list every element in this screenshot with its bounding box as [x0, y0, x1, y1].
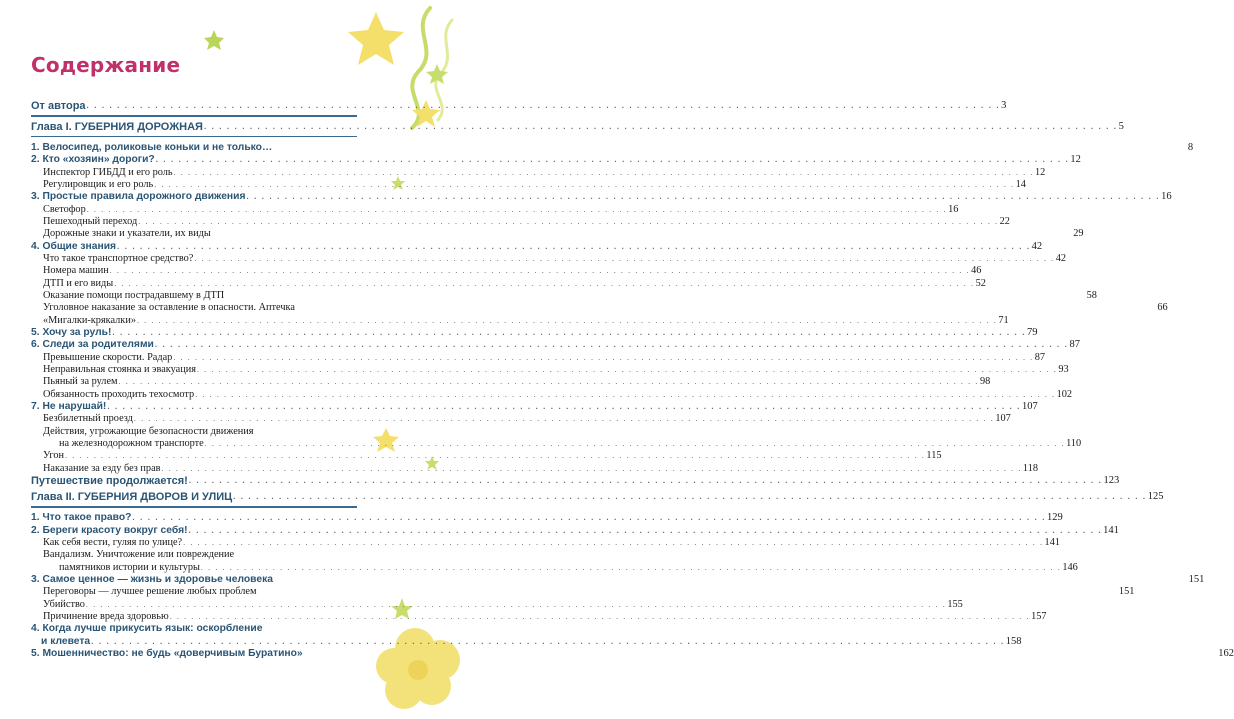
- toc-entry[interactable]: [31, 376, 991, 388]
- dot-leader: . . . . . . . . . . . . . . . . . . . . . . . . . . . . . . . . . . . . . . . . . . . . . . . . . . . . . . . . . . . . . . . . . . . . . . . . . . . . . . . . . . . . . . . . . . . . . . . . . . . . . . . . . . . . . . . . . . . . . . . .: [188, 476, 1103, 486]
- table-of-contents: [31, 100, 1234, 660]
- toc-entry-title: Глава II. ГУБЕРНИЯ ДВОРОВ И УЛИЦ: [31, 491, 233, 504]
- toc-entry-title: Дорожные знаки и указатели, их виды: [43, 228, 211, 240]
- toc-entry[interactable]: [31, 326, 1038, 339]
- toc-page-number: 16: [948, 203, 959, 215]
- toc-page-number: 93: [1058, 364, 1069, 375]
- toc-page-number: 158: [1005, 635, 1022, 647]
- toc-entry[interactable]: [31, 351, 1046, 363]
- toc-entry[interactable]: [31, 191, 1172, 203]
- dot-leader: . . . . . . . . . . . . . . . . . . . . . . . . . . . . . . . . . . . . . . . . . . . . . . . . . . . . . . . . . . . . . . . . . . . . . . . . . . . . . . . . . . . . . . . . . . . . . . . . . . . . . . . . . . . . . . . . . . . . . . . .: [91, 636, 1005, 646]
- toc-entry-title: Светофор: [43, 203, 86, 215]
- toc-entry[interactable]: [31, 277, 986, 289]
- dot-leader: . . . . . . . . . . . . . . . . . . . . . . . . . . . . . . . . . . . . . . . . . . . . . . . . . . . . . . . . . . . . . . . . . . . . . . . . . . . . . . . . . . . . . . . . . . . . . . . . . . . . . . . . . . . . . . . . . . . . . . . .: [196, 365, 1058, 374]
- toc-page-number: 162: [1218, 647, 1234, 659]
- toc-entry-title: Безбилетный проезд: [43, 413, 133, 425]
- dot-leader: . . . . . . . . . . . . . . . . . . . . . . . . . . . . . . . . . . . . . . . . . . . . . . . . . . . . . . . . . . . . . . . . . . . . . . . . . . . . . . . . . . . . . . . . . . . . . . . . . . . . . . . . . . . . . . . . . . . . . . . .: [169, 611, 1031, 621]
- toc-page-number: 42: [1055, 252, 1067, 264]
- dot-leader: . . . . . . . . . . . . . . . . . . . . . . . . . . . . . . . . . . . . . . . . . . . . . . . . . . . . . . . . . . . . . . . . . . . . . . . . . . . . . . . . . . . . . . . . . . . . . . . . . . . . . . . . . . . . . . . . . . . . . . . .: [114, 278, 975, 288]
- toc-entry[interactable]: [31, 491, 1164, 504]
- toc-entry[interactable]: [31, 302, 1168, 314]
- toc-entry-title: Неправильная стоянка и эвакуация: [43, 364, 196, 375]
- toc-entry[interactable]: [31, 536, 1060, 549]
- section-divider: [31, 115, 357, 116]
- toc-entry-title: 6. Следи за родителями: [31, 339, 154, 351]
- dot-leader: . . . . . . . . . . . . . . . . . . . . . . . . . . . . . . . . . . . . . . . . . . . . . . . . . . . . . . . . . . . . . . . . . . . . . . . . . . . . . . . . . . . . . . . . . . . . . . . . . . . . . . . . . . . . . . . . . . . . . . . .: [233, 492, 1147, 502]
- toc-entry-title: Угон: [43, 450, 65, 462]
- toc-entry-title: памятников истории и культуры: [59, 561, 200, 573]
- toc-entry[interactable]: [31, 598, 963, 610]
- toc-entry[interactable]: [31, 289, 1097, 302]
- toc-entry[interactable]: [31, 252, 1067, 265]
- dot-leader: . . . . . . . . . . . . . . . . . . . . . . . . . . . . . . . . . . . . . . . . . . . . . . . . . . . . . . . . . . . . . . . . . . . . . . . . . . . . . . . . . . . . . . . . . . . . . . . . . . . . . . . . . . . . . . . . . . . . . . . .: [194, 253, 1055, 263]
- toc-entry-title: Оказание помощи пострадавшему в ДТП: [43, 289, 225, 301]
- toc-page-number: 98: [979, 376, 991, 388]
- toc-entry[interactable]: [31, 166, 1046, 178]
- toc-page-number: 12: [1034, 166, 1046, 178]
- dot-leader: . . . . . . . . . . . . . . . . . . . . . . . . . . . . . . . . . . . . . . . . . . . . . . . . . . . . . . . . . . . . . . . . . . . . . . . . . . . . . . . . . . . . . . . . . . . . . . . . . . . . . . . . . . . . . . . . . . . . . . . .: [118, 377, 979, 387]
- toc-entry[interactable]: [31, 413, 1011, 425]
- dot-leader: . . . . . . . . . . . . . . . . . . . . . . . . . . . . . . . . . . . . . . . . . . . . . . . . . . . . . . . . . . . . . . . . . . . . . . . . . . . . . . . . . . . . . . . . . . . . . . . . . . . . . . . . . . . . . . . . . . . . . . . .: [65, 451, 926, 461]
- toc-entry[interactable]: [31, 265, 982, 277]
- toc-entry-title: Путешествие продолжается!: [31, 475, 188, 488]
- toc-page-number: 3: [1001, 100, 1007, 112]
- dot-leader: . . . . . . . . . . . . . . . . . . . . . . . . . . . . . . . . . . . . . . . . . . . . . . . . . . . . . . . . . . . . . . . . . . . . . . . . . . . . . . . . . . . . . . . . . . . . . . . . . . . . . . . . . . . . . . . . . . . . . . . .: [136, 315, 998, 325]
- toc-entry-title: Причинение вреда здоровью: [43, 610, 169, 622]
- toc-page-number: 22: [999, 215, 1010, 227]
- toc-entry[interactable]: [31, 561, 1078, 573]
- toc-page-number: 66: [1157, 302, 1168, 314]
- toc-entry-title: на железнодорожном транспорте: [59, 438, 204, 450]
- toc-entry[interactable]: [31, 573, 1205, 586]
- toc-entry-title: Превышение скорости. Радар: [43, 351, 173, 363]
- toc-entry-title: 7. Не нарушай!: [31, 401, 107, 413]
- toc-entry-title: Уголовное наказание за оставление в опасности. Аптечка: [43, 302, 295, 314]
- toc-page-number: 123: [1103, 475, 1120, 487]
- dot-leader: . . . . . . . . . . . . . . . . . . . . . . . . . . . . . . . . . . . . . . . . . . . . . . . . . . . . . . . . . . . . . . . . . . . . . . . . . . . . . . . . . . . . . . . . . . . . . . . . . . . . . . . . . . . . . . . . . . . . . . . .: [200, 562, 1062, 572]
- toc-entry-title: «Мигалки-крякалки»: [43, 314, 136, 326]
- section-divider: [31, 506, 357, 507]
- toc-page-number: 5: [1118, 121, 1124, 133]
- toc-entry-title: 3. Самое ценное — жизнь и здоровье человека: [31, 573, 273, 585]
- toc-entry[interactable]: [31, 401, 1038, 413]
- toc-page-number: 107: [995, 413, 1011, 425]
- toc-entry[interactable]: [31, 121, 1124, 134]
- dot-leader: . . . . . . . . . . . . . . . . . . . . . . . . . . . . . . . . . . . . . . . . . . . . . . . . . . . . . . . . . . . . . . . . . . . . . . . . . . . . . . . . . . . . . . . . . . . . . . . . . . . . . . . . . . . . . . . . . . . . . . . .: [133, 414, 995, 424]
- toc-entry[interactable]: [31, 240, 1043, 252]
- toc-entry[interactable]: [31, 635, 1022, 647]
- toc-entry-title: Как себя вести, гуляя по улице?: [43, 536, 183, 548]
- dot-leader: . . . . . . . . . . . . . . . . . . . . . . . . . . . . . . . . . . . . . . . . . . . . . . . . . . . . . . . . . . . . . . . . . . . . . . . . . . . . . . . . . . . . . . . . . . . . . . . . . . . . . . . . . . . . . . . . . . . . . . . .: [132, 513, 1047, 523]
- toc-entry[interactable]: [31, 228, 1084, 240]
- dot-leader: . . . . . . . . . . . . . . . . . . . . . . . . . . . . . . . . . . . . . . . . . . . . . . . . . . . . . . . . . . . . . . . . . . . . . . . . . . . . . . . . . . . . . . . . . . . . . . . . . . . . . . . . . . . . . . . . . . . . . . . .: [161, 463, 1022, 473]
- toc-page-number: 42: [1031, 240, 1043, 252]
- toc-entry-title: 1. Что такое право?: [31, 512, 132, 524]
- toc-entry-title: Убийство: [43, 598, 85, 610]
- dot-leader: . . . . . . . . . . . . . . . . . . . . . . . . . . . . . . . . . . . . . . . . . . . . . . . . . . . . . . . . . . . . . . . . . . . . . . . . . . . . . . . . . . . . . . . . . . . . . . . . . . . . . . . . . . . . . . . . . . . . . . . .: [173, 167, 1034, 177]
- star-icon: [204, 30, 224, 50]
- toc-page-number: 125: [1147, 491, 1164, 503]
- dot-leader: . . . . . . . . . . . . . . . . . . . . . . . . . . . . . . . . . . . . . . . . . . . . . . . . . . . . . . . . . . . . . . . . . . . . . . . . . . . . . . . . . . . . . . . . . . . . . . . . . . . . . . . . . . . . . . . . . . . . . . . .: [107, 402, 1021, 412]
- toc-page-number: 46: [971, 265, 982, 277]
- toc-entry-title: Регулировщик и его роль: [43, 178, 154, 190]
- toc-page-number: 87: [1034, 351, 1046, 363]
- toc-page-number: 118: [1022, 462, 1038, 474]
- toc-entry[interactable]: [31, 141, 1194, 153]
- toc-entry[interactable]: [31, 339, 1081, 351]
- toc-entry[interactable]: [31, 438, 1082, 450]
- dot-leader: . . . . . . . . . . . . . . . . . . . . . . . . . . . . . . . . . . . . . . . . . . . . . . . . . . . . . . . . . . . . . . . . . . . . . . . . . . . . . . . . . . . . . . . . . . . . . . . . . . . . . . . . . . . . . . . . . . . . . . . .: [204, 439, 1066, 449]
- toc-entry-title: 5. Мошенничество: не будь «доверчивым Буратино»: [31, 647, 303, 659]
- toc-entry-title: 1. Велосипед, роликовые коньки и не только…: [31, 141, 273, 153]
- toc-page-number: 16: [1161, 191, 1172, 203]
- toc-entry[interactable]: [31, 475, 1120, 488]
- toc-entry[interactable]: [31, 524, 1119, 536]
- toc-entry-title: 5. Хочу за руль!: [31, 326, 112, 338]
- toc-page-number: 87: [1069, 339, 1081, 351]
- dot-leader: . . . . . . . . . . . . . . . . . . . . . . . . . . . . . . . . . . . . . . . . . . . . . . . . . . . . . . . . . . . . . . . . . . . . . . . . . . . . . . . . . . . . . . . . . . . . . . . . . . . . . . . . . . . . . . . . . . . . . . . .: [246, 192, 1161, 202]
- dot-leader: . . . . . . . . . . . . . . . . . . . . . . . . . . . . . . . . . . . . . . . . . . . . . . . . . . . . . . . . . . . . . . . . . . . . . . . . . . . . . . . . . . . . . . . . . . . . . . . . . . . . . . . . . . . . . . . . . . . . . . . .: [155, 155, 1070, 165]
- toc-page-number: 8: [1187, 141, 1194, 153]
- toc-entry-title: 2. Береги красоту вокруг себя!: [31, 524, 188, 536]
- toc-entry-title: Переговоры — лучшее решение любых проблем: [43, 586, 257, 598]
- toc-page-number: 155: [947, 598, 963, 610]
- toc-entry[interactable]: [31, 647, 1234, 660]
- toc-page-number: 110: [1066, 438, 1082, 450]
- dot-leader: . . . . . . . . . . . . . . . . . . . . . . . . . . . . . . . . . . . . . . . . . . . . . . . . . . . . . . . . . . . . . . . . . . . . . . . . . . . . . . . . . . . . . . . . . . . . . . . . . . . . . . . . . . . . . . . . . . . . . . . .: [138, 216, 999, 226]
- toc-page-number: 129: [1047, 512, 1063, 524]
- star-icon: [348, 12, 404, 65]
- dot-leader: . . . . . . . . . . . . . . . . . . . . . . . . . . . . . . . . . . . . . . . . . . . . . . . . . . . . . . . . . . . . . . . . . . . . . . . . . . . . . . . . . . . . . . . . . . . . . . . . . . . . . . . . . . . . . . . . . . . . . . . .: [112, 327, 1027, 337]
- toc-entry[interactable]: [31, 364, 1069, 376]
- toc-entry-title: Обязанность проходить техосмотр: [43, 388, 195, 400]
- dot-leader: . . . . . . . . . . . . . . . . . . . . . . . . . . . . . . . . . . . . . . . . . . . . . . . . . . . . . . . . . . . . . . . . . . . . . . . . . . . . . . . . . . . . . . . . . . . . . . . . . . . . . . . . . . . . . . . . . . . . . . . .: [173, 352, 1034, 362]
- toc-page-number: 58: [1086, 289, 1097, 301]
- toc-page-number: 151: [1118, 586, 1135, 598]
- toc-entry-title: Пьяный за рулем: [43, 376, 118, 388]
- toc-page-number: 12: [1070, 154, 1081, 166]
- dot-leader: . . . . . . . . . . . . . . . . . . . . . . . . . . . . . . . . . . . . . . . . . . . . . . . . . . . . . . . . . . . . . . . . . . . . . . . . . . . . . . . . . . . . . . . . . . . . . . . . . . . . . . . . . . . . . . . . . . . . . . . .: [203, 122, 1118, 132]
- toc-entry-title: 3. Простые правила дорожного движения: [31, 191, 246, 203]
- toc-entry-title: Пешеходный переход: [43, 215, 138, 227]
- toc-page-number: 151: [1188, 573, 1205, 585]
- toc-entry[interactable]: [31, 425, 357, 437]
- toc-page-number: 52: [975, 277, 986, 289]
- toc-page-number: 107: [1022, 401, 1038, 413]
- toc-page-number: 157: [1031, 610, 1047, 622]
- toc-entry-title: 4. Когда лучше прикусить язык: оскорбление: [31, 623, 263, 635]
- toc-entry[interactable]: [31, 549, 357, 561]
- toc-page-number: 102: [1056, 388, 1073, 400]
- toc-entry-title: 2. Кто «хозяин» дороги?: [31, 154, 155, 166]
- toc-page-number: 141: [1044, 536, 1060, 548]
- toc-entry[interactable]: [31, 462, 1038, 474]
- toc-entry[interactable]: [31, 586, 1135, 598]
- toc-entry[interactable]: [31, 512, 1063, 524]
- section-divider: [31, 136, 357, 137]
- page-title: Содержание: [31, 53, 181, 77]
- toc-entry[interactable]: [31, 178, 1026, 191]
- toc-page-number: 14: [1015, 178, 1026, 190]
- toc-entry-title: Инспектор ГИБДД и его роль: [43, 166, 173, 178]
- toc-entry[interactable]: [31, 623, 357, 635]
- dot-leader: . . . . . . . . . . . . . . . . . . . . . . . . . . . . . . . . . . . . . . . . . . . . . . . . . . . . . . . . . . . . . . . . . . . . . . . . . . . . . . . . . . . . . . . . . . . . . . . . . . . . . . . . . . . . . . . . . . . . . . . .: [195, 389, 1056, 399]
- toc-entry[interactable]: [31, 450, 942, 462]
- dot-leader: . . . . . . . . . . . . . . . . . . . . . . . . . . . . . . . . . . . . . . . . . . . . . . . . . . . . . . . . . . . . . . . . . . . . . . . . . . . . . . . . . . . . . . . . . . . . . . . . . . . . . . . . . . . . . . . . . . . . . . . .: [188, 525, 1103, 535]
- dot-leader: . . . . . . . . . . . . . . . . . . . . . . . . . . . . . . . . . . . . . . . . . . . . . . . . . . . . . . . . . . . . . . . . . . . . . . . . . . . . . . . . . . . . . . . . . . . . . . . . . . . . . . . . . . . . . . . . . . . . . . . .: [86, 101, 1001, 111]
- dot-leader: . . . . . . . . . . . . . . . . . . . . . . . . . . . . . . . . . . . . . . . . . . . . . . . . . . . . . . . . . . . . . . . . . . . . . . . . . . . . . . . . . . . . . . . . . . . . . . . . . . . . . . . . . . . . . . . . . . . . . . . .: [183, 537, 1044, 547]
- dot-leader: . . . . . . . . . . . . . . . . . . . . . . . . . . . . . . . . . . . . . . . . . . . . . . . . . . . . . . . . . . . . . . . . . . . . . . . . . . . . . . . . . . . . . . . . . . . . . . . . . . . . . . . . . . . . . . . . . . . . . . . .: [85, 599, 947, 609]
- toc-entry-title: От автора: [31, 100, 86, 113]
- toc-page-number: 79: [1027, 326, 1038, 338]
- toc-entry[interactable]: [31, 154, 1081, 166]
- toc-entry-title: ДТП и его виды: [43, 277, 114, 289]
- dot-leader: . . . . . . . . . . . . . . . . . . . . . . . . . . . . . . . . . . . . . . . . . . . . . . . . . . . . . . . . . . . . . . . . . . . . . . . . . . . . . . . . . . . . . . . . . . . . . . . . . . . . . . . . . . . . . . . . . . . . . . . .: [154, 340, 1069, 350]
- toc-entry[interactable]: [31, 610, 1047, 623]
- toc-page-number: 146: [1062, 561, 1078, 573]
- toc-entry-title: Вандализм. Уничтожение или повреждение: [43, 549, 235, 561]
- toc-page-number: 29: [1073, 228, 1084, 240]
- toc-entry[interactable]: [31, 314, 1009, 326]
- toc-entry-title: и клевета: [41, 635, 91, 647]
- toc-entry[interactable]: [31, 388, 1073, 400]
- toc-page-number: 141: [1103, 524, 1119, 536]
- dot-leader: . . . . . . . . . . . . . . . . . . . . . . . . . . . . . . . . . . . . . . . . . . . . . . . . . . . . . . . . . . . . . . . . . . . . . . . . . . . . . . . . . . . . . . . . . . . . . . . . . . . . . . . . . . . . . . . . . . . . . . . .: [86, 204, 948, 214]
- dot-leader: . . . . . . . . . . . . . . . . . . . . . . . . . . . . . . . . . . . . . . . . . . . . . . . . . . . . . . . . . . . . . . . . . . . . . . . . . . . . . . . . . . . . . . . . . . . . . . . . . . . . . . . . . . . . . . . . . . . . . . . .: [117, 241, 1031, 251]
- toc-entry[interactable]: [31, 100, 1007, 113]
- toc-entry-title: Действия, угрожающие безопасности движения: [43, 425, 254, 437]
- toc-page-number: 71: [998, 314, 1009, 326]
- toc-entry[interactable]: [31, 215, 1010, 228]
- dot-leader: . . . . . . . . . . . . . . . . . . . . . . . . . . . . . . . . . . . . . . . . . . . . . . . . . . . . . . . . . . . . . . . . . . . . . . . . . . . . . . . . . . . . . . . . . . . . . . . . . . . . . . . . . . . . . . . . . . . . . . . .: [109, 266, 971, 276]
- toc-entry[interactable]: [31, 203, 959, 215]
- toc-page-number: 115: [926, 450, 942, 462]
- toc-entry-title: 4. Общие знания: [31, 240, 117, 252]
- toc-entry-title: Что такое транспортное средство?: [43, 252, 194, 264]
- toc-entry-title: Наказание за езду без прав: [43, 462, 161, 474]
- dot-leader: . . . . . . . . . . . . . . . . . . . . . . . . . . . . . . . . . . . . . . . . . . . . . . . . . . . . . . . . . . . . . . . . . . . . . . . . . . . . . . . . . . . . . . . . . . . . . . . . . . . . . . . . . . . . . . . . . . . . . . . .: [154, 179, 1015, 189]
- toc-entry-title: Номера машин: [43, 265, 109, 277]
- toc-entry-title: Глава I. ГУБЕРНИЯ ДОРОЖНАЯ: [31, 121, 203, 134]
